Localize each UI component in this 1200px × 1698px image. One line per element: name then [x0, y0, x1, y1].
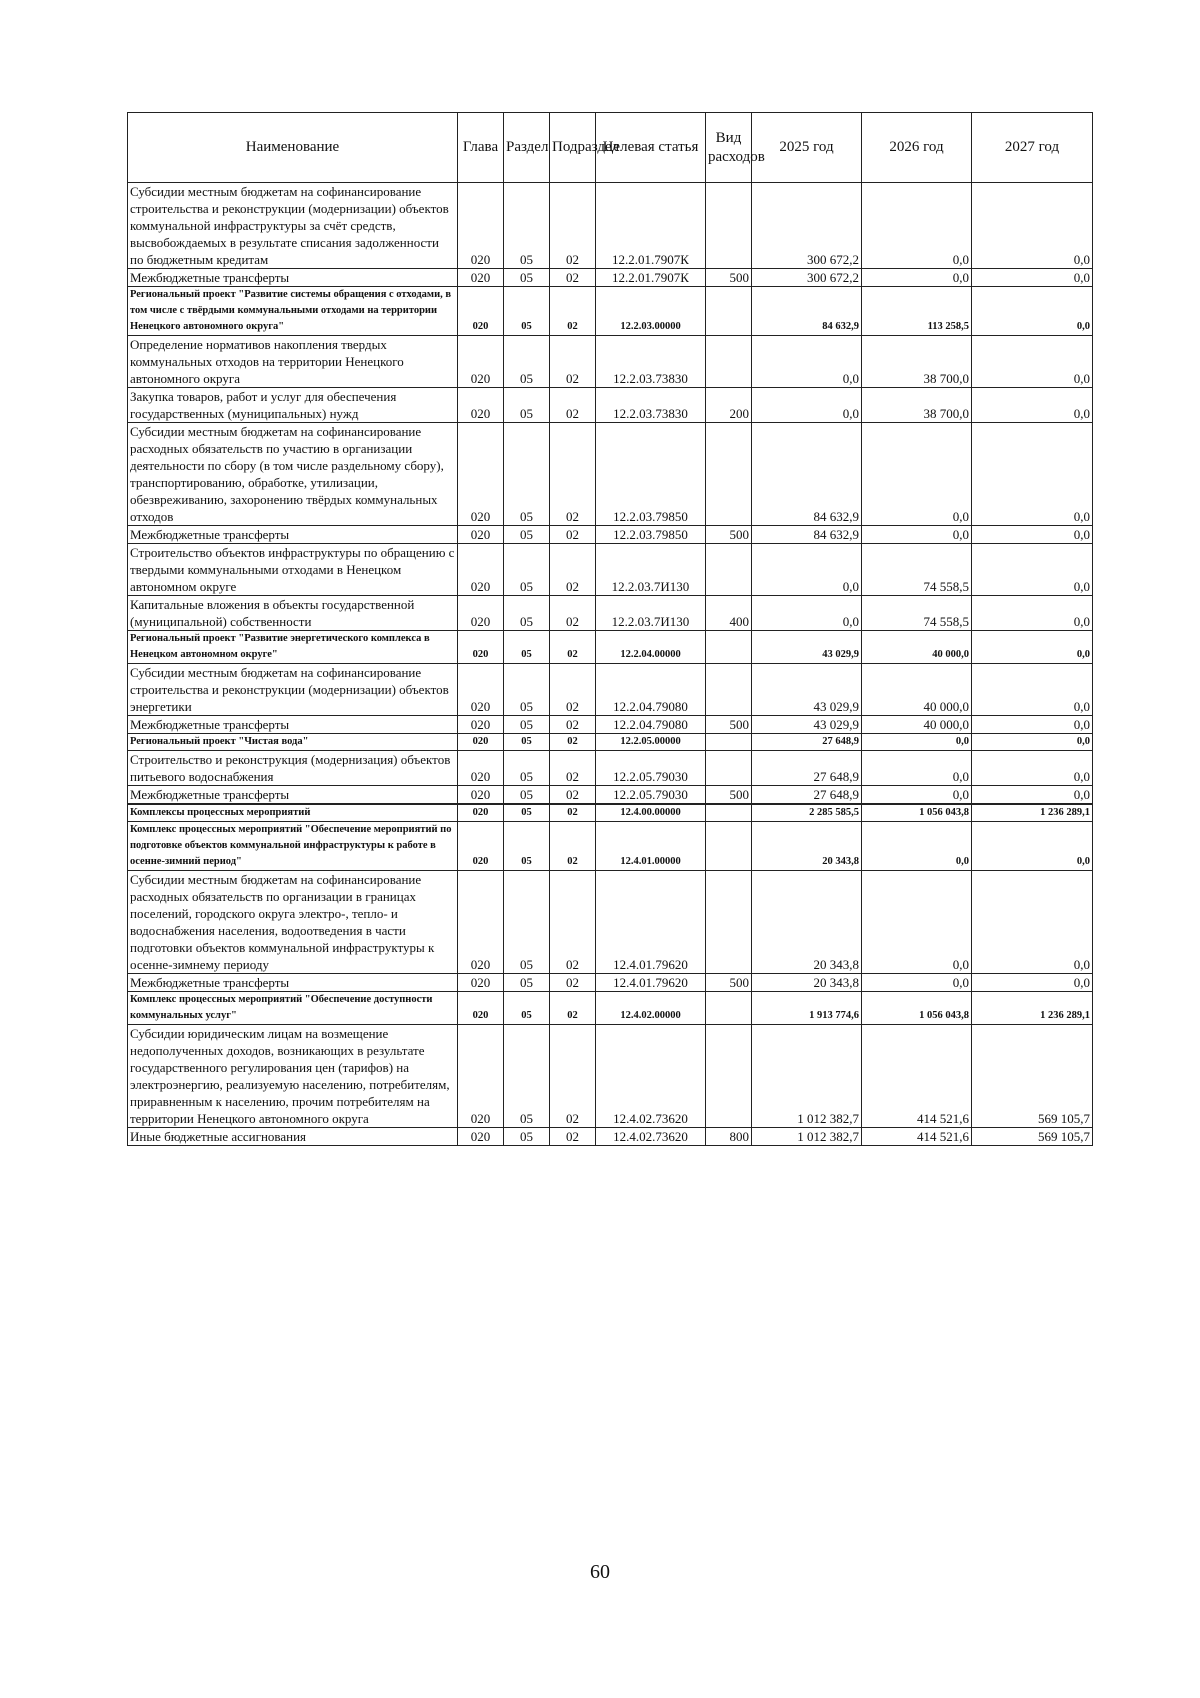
row-2027: 0,0: [972, 544, 1093, 596]
row-2026: 0,0: [862, 734, 972, 751]
row-razdel: 05: [504, 1025, 550, 1128]
row-2026: 0,0: [862, 871, 972, 974]
row-target: 12.4.02.73620: [596, 1128, 706, 1146]
row-razdel: 05: [504, 822, 550, 871]
row-2025: 300 672,2: [752, 183, 862, 269]
row-podrazdel: 02: [550, 822, 596, 871]
table-row: [128, 786, 1093, 805]
row-2025: 27 648,9: [752, 734, 862, 751]
row-podrazdel: 02: [550, 596, 596, 631]
row-2026: 74 558,5: [862, 544, 972, 596]
row-razdel: 05: [504, 287, 550, 336]
row-2025: 20 343,8: [752, 871, 862, 974]
row-podrazdel: 02: [550, 734, 596, 751]
row-vid: 400: [706, 596, 752, 631]
row-2027: 0,0: [972, 631, 1093, 664]
row-2026: 0,0: [862, 974, 972, 992]
row-name: Определение нормативов накопления твердых коммунальных отходов на территории Ненецкого автономного округа: [128, 336, 458, 388]
row-2026: 1 056 043,8: [862, 804, 972, 822]
row-target: 12.4.01.79620: [596, 974, 706, 992]
row-glava: 020: [458, 871, 504, 974]
row-2027: 0,0: [972, 287, 1093, 336]
row-razdel: 05: [504, 734, 550, 751]
row-name: Субсидии местным бюджетам на софинансирование строительства и реконструкции (модернизации) объектов коммунальной инфраструктуры за счёт средств, высвобождаемых в результате списания задолженности по бюджетным кредитам: [128, 183, 458, 269]
row-2026: 0,0: [862, 269, 972, 287]
row-glava: 020: [458, 751, 504, 786]
row-razdel: 05: [504, 423, 550, 526]
header-vid: Вид расходов: [706, 113, 752, 183]
row-target: 12.2.05.79030: [596, 751, 706, 786]
row-vid: [706, 287, 752, 336]
row-name: Субсидии местным бюджетам на софинансирование расходных обязательств по участию в организации деятельности по сбору (в том числе раздельному сбору), транспортированию, обработке, утилизации, обезвреживанию, захоронению твёрдых коммунальных отходов: [128, 423, 458, 526]
row-vid: [706, 544, 752, 596]
row-2027: 0,0: [972, 734, 1093, 751]
row-razdel: 05: [504, 1128, 550, 1146]
row-name: Комплекс процессных мероприятий "Обеспечение доступности коммунальных услуг": [128, 992, 458, 1025]
row-podrazdel: 02: [550, 804, 596, 822]
row-target: 12.4.00.00000: [596, 804, 706, 822]
row-vid: 500: [706, 526, 752, 544]
row-glava: 020: [458, 423, 504, 526]
row-2026: 40 000,0: [862, 716, 972, 734]
row-podrazdel: 02: [550, 716, 596, 734]
row-vid: 500: [706, 786, 752, 805]
budget-table: [127, 112, 1093, 1146]
row-2025: 84 632,9: [752, 423, 862, 526]
row-vid: [706, 664, 752, 716]
row-razdel: 05: [504, 974, 550, 992]
row-glava: 020: [458, 336, 504, 388]
table-row: [128, 716, 1093, 734]
row-2026: 414 521,6: [862, 1025, 972, 1128]
row-podrazdel: 02: [550, 526, 596, 544]
row-glava: 020: [458, 388, 504, 423]
row-glava: 020: [458, 974, 504, 992]
row-podrazdel: 02: [550, 631, 596, 664]
row-2025: 1 012 382,7: [752, 1025, 862, 1128]
row-2025: 0,0: [752, 544, 862, 596]
row-name: Капитальные вложения в объекты государственной (муниципальной) собственности: [128, 596, 458, 631]
row-name: Субсидии местным бюджетам на софинансирование расходных обязательств по организации в границах поселений, городского округа электро-, тепло- и водоснабжения населения, водоотведения в части подготовки объектов коммунальной инфраструктуры к осенне-зимнему периоду: [128, 871, 458, 974]
row-podrazdel: 02: [550, 287, 596, 336]
row-glava: 020: [458, 716, 504, 734]
page-number: 60: [590, 1561, 610, 1583]
table-row: [128, 734, 1093, 751]
row-target: 12.2.01.7907К: [596, 183, 706, 269]
row-podrazdel: 02: [550, 1025, 596, 1128]
row-vid: [706, 751, 752, 786]
row-razdel: 05: [504, 751, 550, 786]
table-row: [128, 822, 1093, 871]
row-name: Межбюджетные трансферты: [128, 526, 458, 544]
row-name: Межбюджетные трансферты: [128, 716, 458, 734]
table-row: [128, 526, 1093, 544]
row-vid: 500: [706, 974, 752, 992]
row-glava: 020: [458, 544, 504, 596]
row-razdel: 05: [504, 631, 550, 664]
row-2027: 569 105,7: [972, 1025, 1093, 1128]
row-razdel: 05: [504, 804, 550, 822]
row-vid: 800: [706, 1128, 752, 1146]
table-row: [128, 336, 1093, 388]
header-row: [128, 113, 1093, 183]
table-row: [128, 871, 1093, 974]
row-2027: 0,0: [972, 269, 1093, 287]
row-2027: 0,0: [972, 336, 1093, 388]
row-name: Межбюджетные трансферты: [128, 269, 458, 287]
row-name: Субсидии местным бюджетам на софинансирование строительства и реконструкции (модернизации) объектов энергетики: [128, 664, 458, 716]
row-vid: [706, 992, 752, 1025]
row-glava: 020: [458, 1128, 504, 1146]
row-2027: 1 236 289,1: [972, 992, 1093, 1025]
row-podrazdel: 02: [550, 664, 596, 716]
row-2025: 1 012 382,7: [752, 1128, 862, 1146]
row-2027: 0,0: [972, 974, 1093, 992]
row-2026: 40 000,0: [862, 631, 972, 664]
row-name: Межбюджетные трансферты: [128, 786, 458, 805]
header-name: Наименование: [128, 113, 458, 183]
header-podrazdel: Подраздел: [550, 113, 596, 183]
row-target: 12.4.02.00000: [596, 992, 706, 1025]
row-glava: 020: [458, 786, 504, 805]
row-vid: [706, 631, 752, 664]
row-razdel: 05: [504, 526, 550, 544]
row-2027: 0,0: [972, 822, 1093, 871]
row-razdel: 05: [504, 786, 550, 805]
row-glava: 020: [458, 804, 504, 822]
row-2025: 300 672,2: [752, 269, 862, 287]
row-2026: 38 700,0: [862, 388, 972, 423]
row-2026: 0,0: [862, 526, 972, 544]
row-glava: 020: [458, 1025, 504, 1128]
row-2025: 84 632,9: [752, 287, 862, 336]
table-row: [128, 751, 1093, 786]
header-glava: Глава: [458, 113, 504, 183]
row-2025: 1 913 774,6: [752, 992, 862, 1025]
row-vid: [706, 804, 752, 822]
row-2026: 0,0: [862, 786, 972, 805]
row-2027: 0,0: [972, 423, 1093, 526]
row-2026: 0,0: [862, 822, 972, 871]
row-glava: 020: [458, 287, 504, 336]
row-name: Иные бюджетные ассигнования: [128, 1128, 458, 1146]
row-2026: 1 056 043,8: [862, 992, 972, 1025]
row-target: 12.2.03.79850: [596, 526, 706, 544]
row-podrazdel: 02: [550, 786, 596, 805]
header-2025: 2025 год: [752, 113, 862, 183]
row-podrazdel: 02: [550, 423, 596, 526]
row-2027: 569 105,7: [972, 1128, 1093, 1146]
row-2025: 20 343,8: [752, 822, 862, 871]
row-target: 12.2.05.79030: [596, 786, 706, 805]
row-name: Межбюджетные трансферты: [128, 974, 458, 992]
row-target: 12.2.03.73830: [596, 336, 706, 388]
row-razdel: 05: [504, 596, 550, 631]
row-target: 12.4.01.79620: [596, 871, 706, 974]
row-vid: 500: [706, 269, 752, 287]
header-razdel: Раздел: [504, 113, 550, 183]
row-vid: [706, 1025, 752, 1128]
row-glava: 020: [458, 269, 504, 287]
row-name: Региональный проект "Чистая вода": [128, 734, 458, 751]
row-glava: 020: [458, 526, 504, 544]
table-row: [128, 992, 1093, 1025]
row-razdel: 05: [504, 183, 550, 269]
row-name: Комплексы процессных мероприятий: [128, 804, 458, 822]
table-row: [128, 423, 1093, 526]
row-2026: 38 700,0: [862, 336, 972, 388]
row-razdel: 05: [504, 871, 550, 974]
row-2026: 113 258,5: [862, 287, 972, 336]
row-razdel: 05: [504, 544, 550, 596]
row-glava: 020: [458, 992, 504, 1025]
row-podrazdel: 02: [550, 336, 596, 388]
row-razdel: 05: [504, 716, 550, 734]
table-row: [128, 287, 1093, 336]
row-2025: 27 648,9: [752, 786, 862, 805]
row-target: 12.2.05.00000: [596, 734, 706, 751]
row-name: Комплекс процессных мероприятий "Обеспечение мероприятий по подготовке объектов коммунальной инфраструктуры к работе в осенне-зимний период": [128, 822, 458, 871]
row-glava: 020: [458, 631, 504, 664]
row-2026: 74 558,5: [862, 596, 972, 631]
row-glava: 020: [458, 734, 504, 751]
table-row: [128, 544, 1093, 596]
row-target: 12.2.03.7И130: [596, 544, 706, 596]
row-vid: [706, 871, 752, 974]
row-razdel: 05: [504, 269, 550, 287]
row-target: 12.2.03.79850: [596, 423, 706, 526]
table-row: [128, 664, 1093, 716]
row-target: 12.2.01.7907К: [596, 269, 706, 287]
row-podrazdel: 02: [550, 183, 596, 269]
row-vid: 200: [706, 388, 752, 423]
row-2027: 1 236 289,1: [972, 804, 1093, 822]
row-2025: 0,0: [752, 388, 862, 423]
row-2025: 84 632,9: [752, 526, 862, 544]
row-podrazdel: 02: [550, 992, 596, 1025]
row-2025: 43 029,9: [752, 631, 862, 664]
row-2027: 0,0: [972, 871, 1093, 974]
row-target: 12.4.02.73620: [596, 1025, 706, 1128]
row-vid: [706, 183, 752, 269]
row-vid: [706, 423, 752, 526]
row-name: Строительство и реконструкция (модернизация) объектов питьевого водоснабжения: [128, 751, 458, 786]
table-row: [128, 974, 1093, 992]
table-row: [128, 388, 1093, 423]
table-row: [128, 596, 1093, 631]
row-2025: 2 285 585,5: [752, 804, 862, 822]
row-vid: [706, 734, 752, 751]
row-razdel: 05: [504, 992, 550, 1025]
row-vid: [706, 336, 752, 388]
row-2026: 40 000,0: [862, 664, 972, 716]
row-target: 12.2.04.79080: [596, 716, 706, 734]
row-glava: 020: [458, 822, 504, 871]
row-razdel: 05: [504, 388, 550, 423]
row-razdel: 05: [504, 664, 550, 716]
row-2025: 43 029,9: [752, 716, 862, 734]
row-target: 12.4.01.00000: [596, 822, 706, 871]
row-2027: 0,0: [972, 526, 1093, 544]
row-2025: 43 029,9: [752, 664, 862, 716]
row-2027: 0,0: [972, 596, 1093, 631]
table-row: [128, 183, 1093, 269]
table-row: [128, 269, 1093, 287]
row-glava: 020: [458, 664, 504, 716]
row-target: 12.2.03.00000: [596, 287, 706, 336]
row-2025: 20 343,8: [752, 974, 862, 992]
row-name: Региональный проект "Развитие энергетического комплекса в Ненецком автономном округе": [128, 631, 458, 664]
row-2027: 0,0: [972, 183, 1093, 269]
row-target: 12.2.03.73830: [596, 388, 706, 423]
row-podrazdel: 02: [550, 544, 596, 596]
header-target: Целевая статья: [596, 113, 706, 183]
row-target: 12.2.04.79080: [596, 664, 706, 716]
header-2027: 2027 год: [972, 113, 1093, 183]
row-2027: 0,0: [972, 388, 1093, 423]
row-2025: 0,0: [752, 596, 862, 631]
row-2027: 0,0: [972, 664, 1093, 716]
row-2026: 0,0: [862, 423, 972, 526]
row-vid: [706, 822, 752, 871]
row-name: Строительство объектов инфраструктуры по обращению с твердыми коммунальными отходами в Ненецком автономном округе: [128, 544, 458, 596]
row-glava: 020: [458, 183, 504, 269]
header-2026: 2026 год: [862, 113, 972, 183]
row-podrazdel: 02: [550, 974, 596, 992]
row-podrazdel: 02: [550, 388, 596, 423]
row-podrazdel: 02: [550, 269, 596, 287]
row-podrazdel: 02: [550, 1128, 596, 1146]
row-2026: 0,0: [862, 183, 972, 269]
row-2026: 0,0: [862, 751, 972, 786]
row-name: Субсидии юридическим лицам на возмещение недополученных доходов, возникающих в результате государственного регулирования цен (тарифов) на электроэнергию, реализуемую населению, потребителям, приравненным к населению, прочим потребителям на территории Ненецкого автономного округа: [128, 1025, 458, 1128]
row-vid: 500: [706, 716, 752, 734]
row-target: 12.2.04.00000: [596, 631, 706, 664]
row-2027: 0,0: [972, 716, 1093, 734]
table-row: [128, 804, 1093, 822]
row-glava: 020: [458, 596, 504, 631]
row-podrazdel: 02: [550, 871, 596, 974]
table-row: [128, 1128, 1093, 1146]
row-2027: 0,0: [972, 751, 1093, 786]
row-2025: 27 648,9: [752, 751, 862, 786]
row-name: Закупка товаров, работ и услуг для обеспечения государственных (муниципальных) нужд: [128, 388, 458, 423]
table-body: [128, 183, 1093, 1146]
table-row: [128, 631, 1093, 664]
table-row: [128, 1025, 1093, 1128]
row-2026: 414 521,6: [862, 1128, 972, 1146]
row-podrazdel: 02: [550, 751, 596, 786]
row-name: Региональный проект "Развитие системы обращения с отходами, в том числе с твёрдыми коммунальными отходами на территории Ненецкого автономного округа": [128, 287, 458, 336]
row-2027: 0,0: [972, 786, 1093, 805]
row-2025: 0,0: [752, 336, 862, 388]
row-razdel: 05: [504, 336, 550, 388]
row-target: 12.2.03.7И130: [596, 596, 706, 631]
